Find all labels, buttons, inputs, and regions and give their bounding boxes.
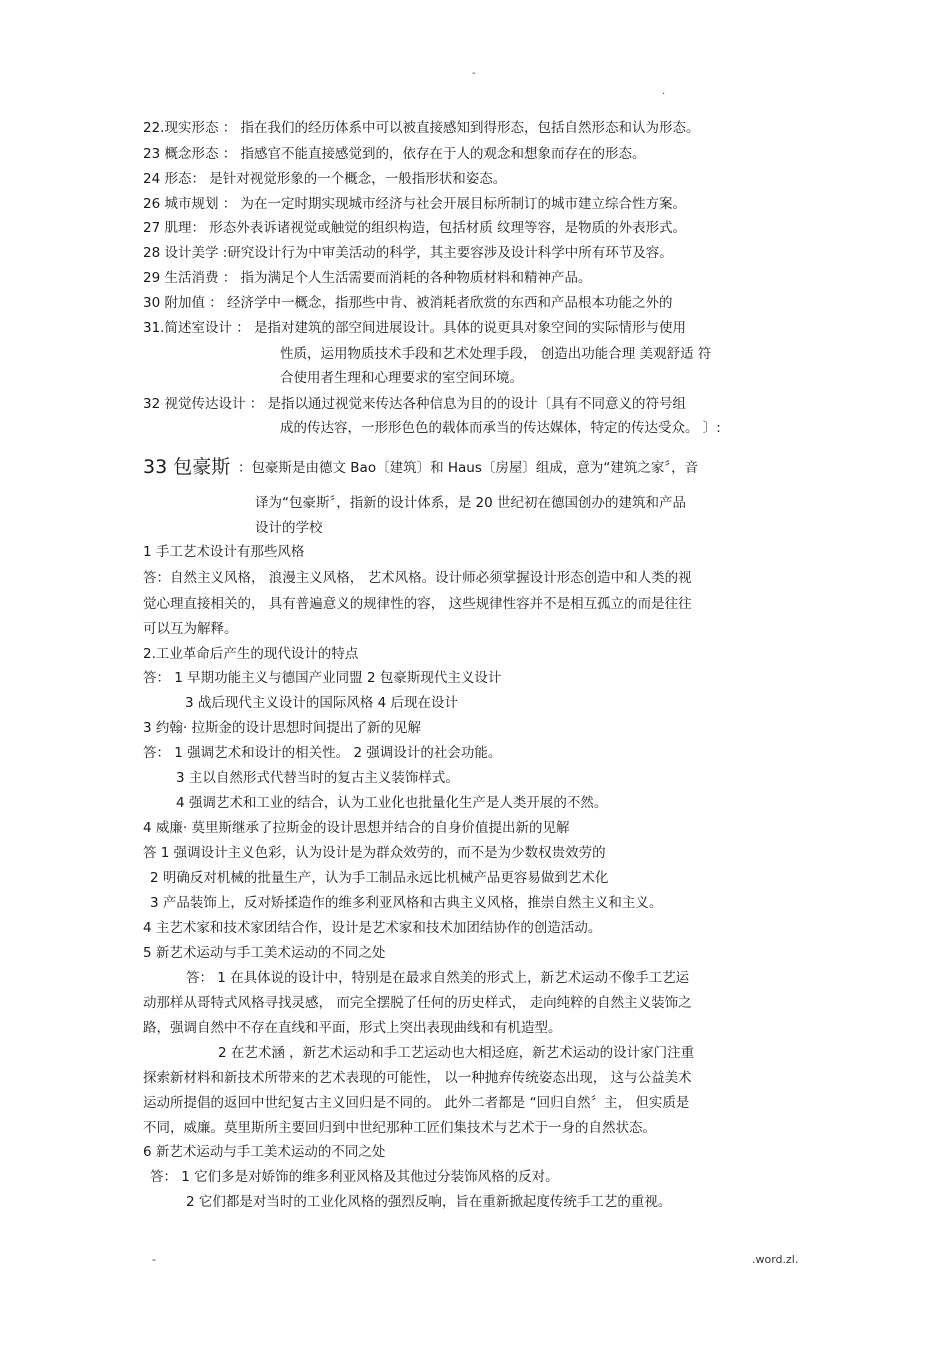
text-line: 答： 1 强调艺术和设计的相关性。 2 强调设计的社会功能。 — [143, 745, 502, 761]
text-line: 3 约翰· 拉斯金的设计思想时间提出了新的见解 — [143, 720, 421, 736]
text-line: 成的传达容，一形形色色的载体而承当的传达媒体，特定的传达受众。 〕: — [280, 420, 721, 436]
text-line: 答： 1 它们多是对娇饰的维多利亚风格及其他过分装饰风格的反对。 — [150, 1169, 559, 1185]
header-mark-right: . — [662, 86, 666, 97]
text-line: 4 强调艺术和工业的结合，认为工业化也批量化生产是人类开展的不然。 — [176, 795, 608, 811]
text-line: 3 产品装饰上，反对矫揉造作的维多利亚风格和古典主义风格，推崇自然主义和主义。 — [150, 895, 663, 911]
text-line: 可以互为解释。 — [143, 621, 238, 637]
text-line: 2 明确反对机械的批量生产，认为手工制品永远比机械产品更容易做到艺术化 — [150, 870, 609, 886]
text-line: 不同，威廉。莫里斯所主要回归到中世纪那种工匠们集技术与艺术于一身的自然状态。 — [143, 1120, 656, 1136]
text-line: 6 新艺术运动与手工美术运动的不同之处 — [143, 1144, 386, 1160]
text-line: 答 1 强调设计主义色彩，认为设计是为群众效劳的，而不是为少数权贵效劳的 — [143, 845, 606, 861]
text-line: 觉心理直接相关的， 具有普遍意义的规律性的容， 这些规律性容并不是相互孤立的而是往往 — [143, 596, 692, 612]
header-mark-left: - — [472, 68, 476, 79]
text-line: 4 威廉· 莫里斯继承了拉斯金的设计思想并结合的自身价值提出新的见解 — [143, 820, 570, 836]
text-line: 2 它们都是对当时的工业化风格的强烈反响，旨在重新掀起度传统手工艺的重视。 — [186, 1194, 672, 1210]
text-line: 性质，运用物质技术手段和艺术处理手段， 创造出功能合理 美观舒适 符 — [280, 346, 712, 362]
text-line: 32 视觉传达设计 ： 是指以通过视觉来传达各种信息为目的的设计〔具有不同意义的符号组 — [143, 396, 687, 412]
text-line: 22.现实形态 ： 指在我们的经历体系中可以被直接感知到得形态，包括自然形态和认为形态。 — [143, 120, 700, 136]
text-line: 3 战后现代主义设计的国际风格 4 后现在设计 — [185, 695, 459, 711]
text-line: 5 新艺术运动与手工美术运动的不同之处 — [143, 945, 386, 961]
text-line: 30 附加值 ： 经济学中一概念，指那些中肯、被消耗者欣赏的东西和产品根本功能之外的 — [143, 295, 673, 311]
text-line: 23 概念形态 ： 指感官不能直接感觉到的，依存在于人的观念和想象而存在的形态。 — [143, 146, 646, 162]
text-line: 探索新材料和新技术所带来的艺术表现的可能性， 以一种抛弃传统姿态出现， 这与公益美术 — [143, 1070, 692, 1086]
text-line: 路，强调自然中不存在直线和平面，形式上突出表现曲线和有机造型。 — [143, 1020, 562, 1036]
text-line: 答： 1 在具体说的设计中，特别是在最求自然美的形式上，新艺术运动不像手工艺运 — [186, 970, 690, 986]
text-line: 27 肌理： 形态外表诉诸视觉或触觉的组织构造，包括材质 纹理等容，是物质的外表形式。 — [143, 220, 687, 236]
text-line: 1 手工艺术设计有那些风格 — [143, 544, 305, 560]
text-line: 译为“包豪斯〞，指新的设计体系，是 20 世纪初在德国创办的建筑和产品 — [255, 495, 687, 511]
footer-mark-left: - — [152, 1253, 156, 1266]
text-line: 答： 1 早期功能主义与德国产业同盟 2 包豪斯现代主义设计 — [143, 670, 502, 686]
text-line: 26 城市规划 ： 为在一定时期实现城市经济与社会开展目标所制订的城市建立综合性方案。 — [143, 196, 687, 212]
text-line: 动那样从哥特式风格寻找灵感， 而完全摆脱了任何的历史样式， 走向纯粹的自然主义装饰之 — [143, 995, 692, 1011]
text-line: 31.简述室设计 ： 是指对建筑的部空间进展设计。具体的说更具对象空间的实际情形与使用 — [143, 320, 687, 336]
text-line: 29 生活消费 ： 指为满足个人生活需要而消耗的各种物质材料和精神产品。 — [143, 270, 592, 286]
text-line: 2.工业革命后产生的现代设计的特点 — [143, 646, 359, 662]
text-line: ：包豪斯是由德文 Bao〔建筑〕和 Haus〔房屋〕组成，意为“建筑之家〞，音 — [238, 460, 699, 476]
text-line: 答：自然主义风格， 浪漫主义风格， 艺术风格。设计师必须掌握设计形态创造中和人类的视 — [143, 570, 692, 586]
text-line: 运动所提倡的返回中世纪复古主义回归是不同的。 此外二者都是 “回归自然〞主， 但实质是 — [143, 1095, 690, 1111]
text-line: 设计的学校 — [255, 520, 323, 536]
text-line: 2 在艺术涵 ，新艺术运动和手工艺运动也大相迳庭，新艺术运动的设计家门注重 — [218, 1045, 695, 1061]
text-line: 4 主艺术家和技术家团结合作，设计是艺术家和技术加团结协作的创造活动。 — [143, 920, 602, 936]
text-line: 合使用者生理和心理要求的室空间环境。 — [280, 370, 523, 386]
footer-text: .word.zl. — [752, 1253, 799, 1266]
text-line: 3 主以自然形式代替当时的复古主义装饰样式。 — [176, 770, 459, 786]
text-line: 28 设计美学 :研究设计行为中审美活动的科学，其主要容涉及设计科学中所有环节及容。 — [143, 245, 673, 261]
text-line: 24 形态： 是针对视觉形象的一个概念，一般指形状和姿态。 — [143, 171, 507, 187]
term-heading: 33 包豪斯 — [143, 456, 231, 478]
